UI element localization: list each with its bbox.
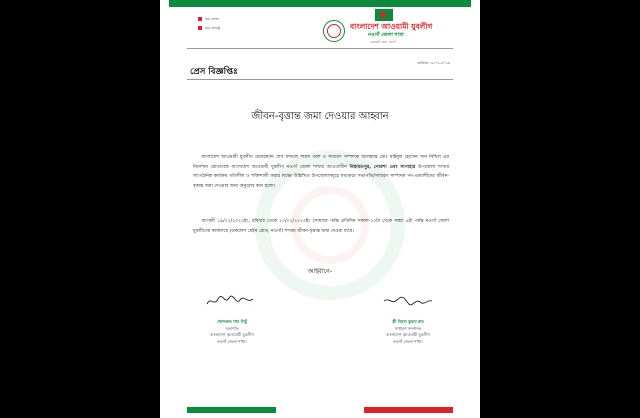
press-release-title: প্রেস বিজ্ঞপ্তিঃ — [190, 67, 238, 77]
right-signatory-branch: নওগাঁ জেলা শাখা। — [393, 338, 423, 344]
header-contact-line: জয় বাংলা — [198, 17, 219, 23]
right-signature-icon — [382, 295, 434, 307]
press-release-document — [160, 0, 480, 418]
headline: জীবন-বৃত্তান্ত জমা দেওয়ার আহ্বান — [251, 111, 389, 122]
release-date: তারিখঃ ১৮-০২-২০২৩ — [417, 61, 450, 65]
org-logo-icon — [323, 20, 345, 42]
org-name: বাংলাদেশ আওয়ামী যুবলীগ — [350, 22, 433, 31]
left-signatory-title: সভাপতি — [225, 325, 239, 331]
right-signatory-org: বাংলাদেশ আওয়ামী যুবলীগ — [386, 332, 430, 337]
title-divider — [187, 79, 453, 80]
upazila-names: নিয়ামতপুর, পোরশা এবং সাপাহার — [349, 164, 416, 170]
header-contact-line: জয় বঙ্গবন্ধু — [198, 26, 220, 32]
bangladesh-flag-icon — [375, 9, 393, 21]
right-signatory — [358, 319, 458, 345]
bottom-tricolor-border — [187, 407, 453, 413]
header-divider — [187, 48, 453, 49]
top-green-border — [169, 0, 471, 7]
contact-marker-icon — [198, 17, 202, 21]
contact-marker-icon — [198, 26, 202, 30]
left-signatory-name: খোন্দকার খান লিটু — [216, 319, 248, 324]
left-signatory-branch: নওগাঁ জেলা শাখা। — [217, 338, 247, 344]
right-signatory-name: শ্রী বিমান কুমার রায় — [392, 319, 424, 324]
body-paragraph-1: বাংলাদেশ আওয়ামী যুবলীগ চেয়ারম্যান শেখ ফজলে শামস পরশ ও সাধারণ সম্পাদক আলহাজ্ব মোঃ মাইনুল হোসেন খান নিখিল এর নির্দেশনা মোতাবেক বাংলাদেশ আওয়ামী যুবলীগ নওগাঁ জেলা শাখার আওতাধীন নিয়ামতপুর, পোরশা এবং সাপাহার উপজেলা শাখার সাংগঠনিক কার্যক্রম গতিশীল ও শক্তিশালী করার লক্ষ্যে উল্লিখিত উপজেলাসমূহে যথাক্রমে সভাপতি/সাধারণ সম্পাদক পদ-প্রত্যাশীদের জীবন-বৃত্তান্ত জমা দেওয়ার জন্য অনুরোধ করা হলো। — [193, 155, 449, 190]
org-address: ডেমকেট রোড, নওগাঁ — [370, 40, 396, 44]
body-paragraph-2: আগামী ১৯/০২/২০২৩ইং, রবিবার থেকে ২০/০২/২০২৩ইং সোমবার পর্যন্ত প্রতিদিন সকাল-১০টা থেকে সন্ধ্যা ৬টা পর্যন্ত নওগাঁ জেলা যুবলীগের কার্যালয়ে (ডকলেস মেইন রোড, নওগাঁ) শাখায় জীবন-বৃত্তান্ত জমা দেওয়া যাবে। — [193, 219, 449, 234]
closing-salutation: আহ্বানে- — [307, 267, 333, 275]
branch-name: নওগাঁ জেলা শাখা — [368, 32, 404, 38]
right-signatory-title: সাধারণ সম্পাদক — [394, 325, 422, 331]
left-signatory — [182, 319, 282, 345]
left-signatory-org: বাংলাদেশ আওয়ামী যুবলীগ — [210, 332, 254, 337]
left-signature-icon — [205, 295, 257, 307]
